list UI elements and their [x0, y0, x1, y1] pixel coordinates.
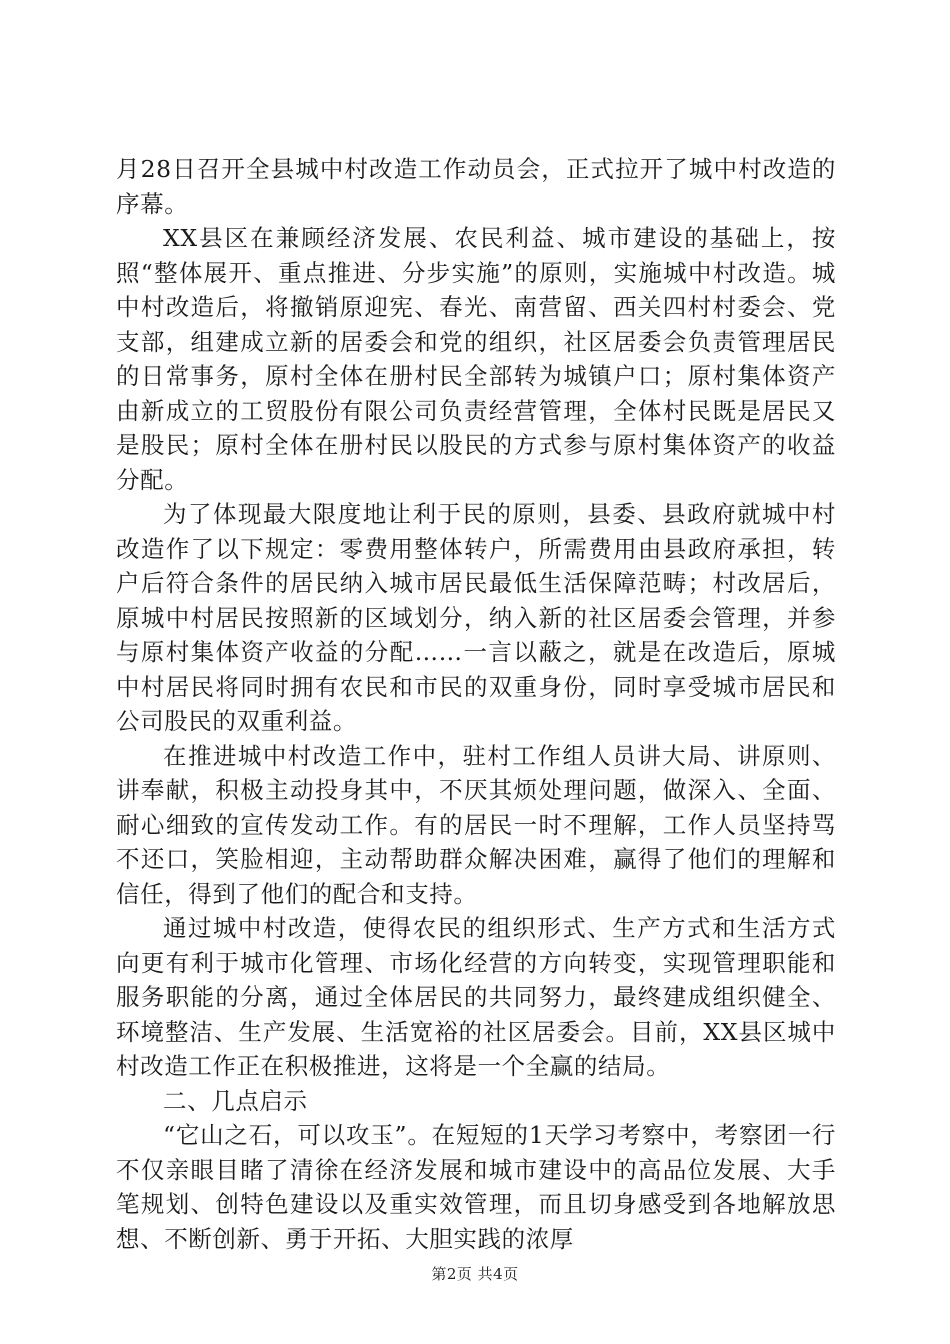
paragraph-reform-plan: XX县区在兼顾经济发展、农民利益、城市建设的基础上，按照“整体展开、重点推进、分步实施”的原则，实施城中村改造。城中村改造后，将撤销原迎宪、春光、南营留、西关四村村委会、党支部，组建成立新的居委会和党的组织，社区居委会负责管理居民的日常事务，原村全体在册村民全部转为城镇户口；原村集体资产由新成立的工贸股份有限公司负责经营管理，全体村民既是居民又是股民；原村全体在册村民以股民的方式参与原村集体资产的收益分配。: [116, 224, 836, 494]
page-number: 第2页 共4页: [431, 1265, 519, 1283]
paragraph-continuation: 月28日召开全县城中村改造工作动员会，正式拉开了城中村改造的序幕。: [116, 155, 836, 218]
section-heading: 二、几点启示: [163, 1086, 308, 1115]
paragraph-work-team: 在推进城中村改造工作中，驻村工作组人员讲大局、讲原则、讲奉献，积极主动投身其中，不厌其烦处理问题，做深入、全面、耐心细致的宣传发动工作。有的居民一时不理解，工作人员坚持骂不还口，笑脸相迎，主动帮助群众解决困难，赢得了他们的理解和信任，得到了他们的配合和支持。: [116, 741, 836, 908]
document-body: [116, 152, 836, 1256]
paragraph-regulations: 为了体现最大限度地让利于民的原则，县委、县政府就城中村改造作了以下规定：零费用整体转户，所需费用由县政府承担，转户后符合条件的居民纳入城市居民最低生活保障范畴；村改居后，原城中村居民按照新的区域划分，纳入新的社区居委会管理，并参与原村集体资产收益的分配……一言以蔽之，就是在改造后，原城中村居民将同时拥有农民和市民的双重身份，同时享受城市居民和公司股民的双重利益。: [116, 500, 836, 735]
paragraph-outcome: 通过城中村改造，使得农民的组织形式、生产方式和生活方式向更有利于城市化管理、市场化经营的方向转变，实现管理职能和服务职能的分离，通过全体居民的共同努力，最终建成组织健全、环境整洁、生产发展、生活宽裕的社区居委会。目前，XX县区城中村改造工作正在积极推进，这将是一个全赢的结局。: [116, 914, 836, 1080]
paragraph-insights: “它山之石，可以攻玉”。在短短的1天学习考察中，考察团一行不仅亲眼目睹了清徐在经济发展和城市建设中的高品位发展、大手笔规划、创特色建设以及重实效管理，而且切身感受到各地解放思想、不断创新、勇于开拓、大胆实践的浓厚: [116, 1121, 836, 1253]
